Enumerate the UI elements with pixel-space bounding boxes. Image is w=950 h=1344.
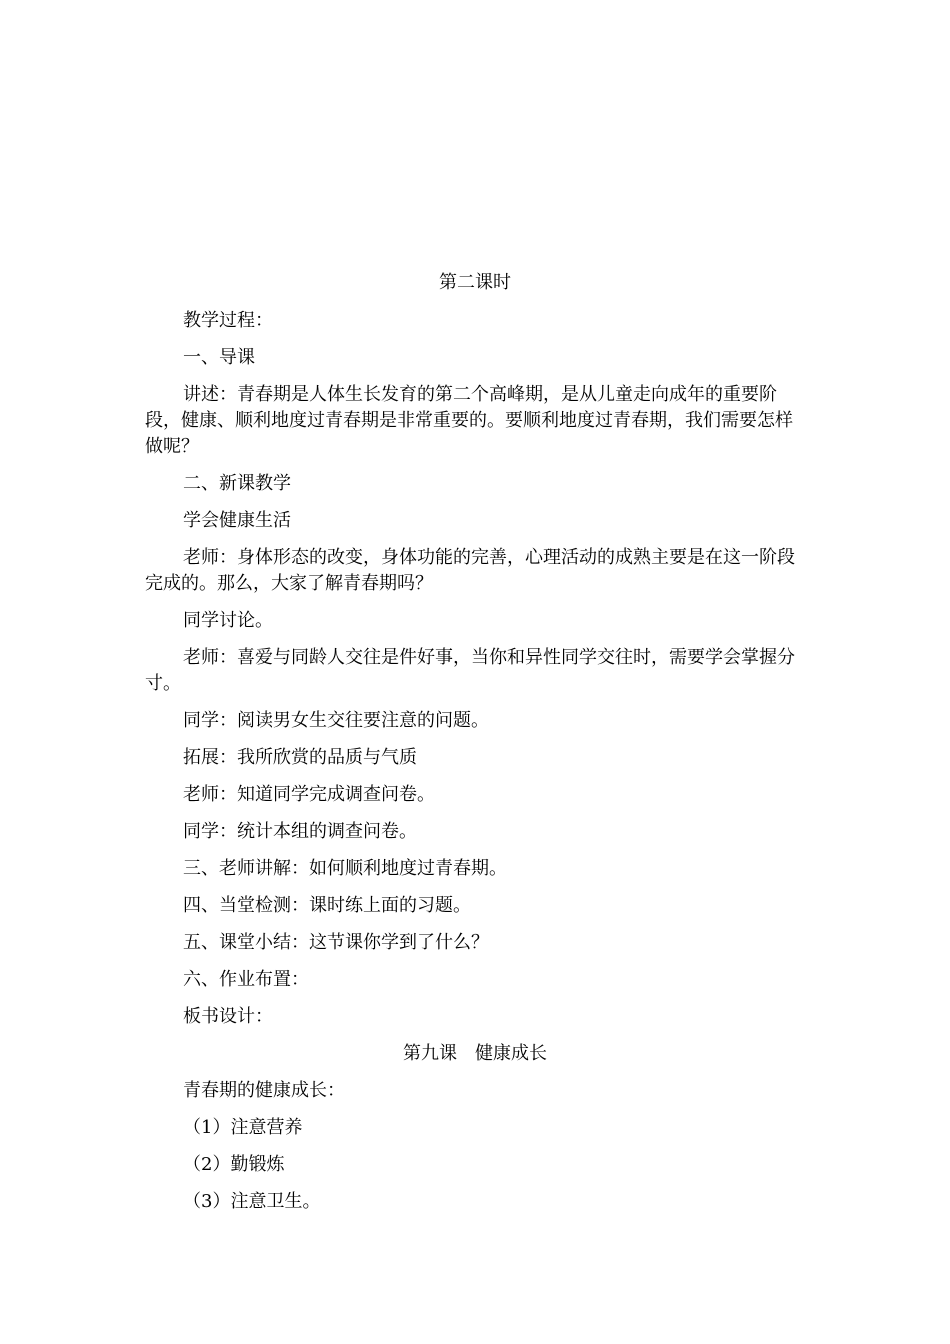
section-title: 第二课时 [439, 272, 511, 293]
board-line: （2）勤锻炼 [183, 1154, 285, 1175]
paragraph: 同学讨论。 [183, 610, 273, 631]
paragraph: 二、新课教学 [183, 473, 291, 494]
paragraph: 老师：喜爱与同龄人交往是件好事，当你和异性同学交往时，需要学会掌握分寸。 [145, 647, 795, 694]
paragraph: 板书设计： [183, 1006, 273, 1027]
board-line: （1）注意营养 [183, 1117, 303, 1138]
board-line: 青春期的健康成长： [183, 1080, 345, 1101]
paragraph: 教学过程： [183, 310, 273, 331]
paragraph: 三、老师讲解：如何顺利地度过青春期。 [183, 858, 507, 879]
paragraph: 拓展：我所欣赏的品质与气质 [183, 747, 417, 768]
board-line: （3）注意卫生。 [183, 1191, 321, 1212]
paragraph: 一、导课 [183, 347, 255, 368]
document-page [145, 270, 805, 1226]
paragraph: 学会健康生活 [183, 510, 291, 531]
paragraph: 老师：身体形态的改变，身体功能的完善，心理活动的成熟主要是在这一阶段完成的。那么，大家了解青春期吗？ [145, 547, 795, 594]
paragraph: 讲述：青春期是人体生长发育的第二个高峰期，是从儿童走向成年的重要阶段，健康、顺利地度过青春期是非常重要的。要顺利地度过青春期，我们需要怎样做呢？ [145, 384, 793, 457]
board-title: 第九课 健康成长 [403, 1043, 547, 1064]
paragraph: 同学：统计本组的调查问卷。 [183, 821, 417, 842]
paragraph: 同学：阅读男女生交往要注意的问题。 [183, 710, 489, 731]
paragraph: 四、当堂检测：课时练上面的习题。 [183, 895, 471, 916]
paragraph: 六、作业布置： [183, 969, 309, 990]
paragraph: 五、课堂小结：这节课你学到了什么？ [183, 932, 489, 953]
paragraph: 老师：知道同学完成调查问卷。 [183, 784, 435, 805]
